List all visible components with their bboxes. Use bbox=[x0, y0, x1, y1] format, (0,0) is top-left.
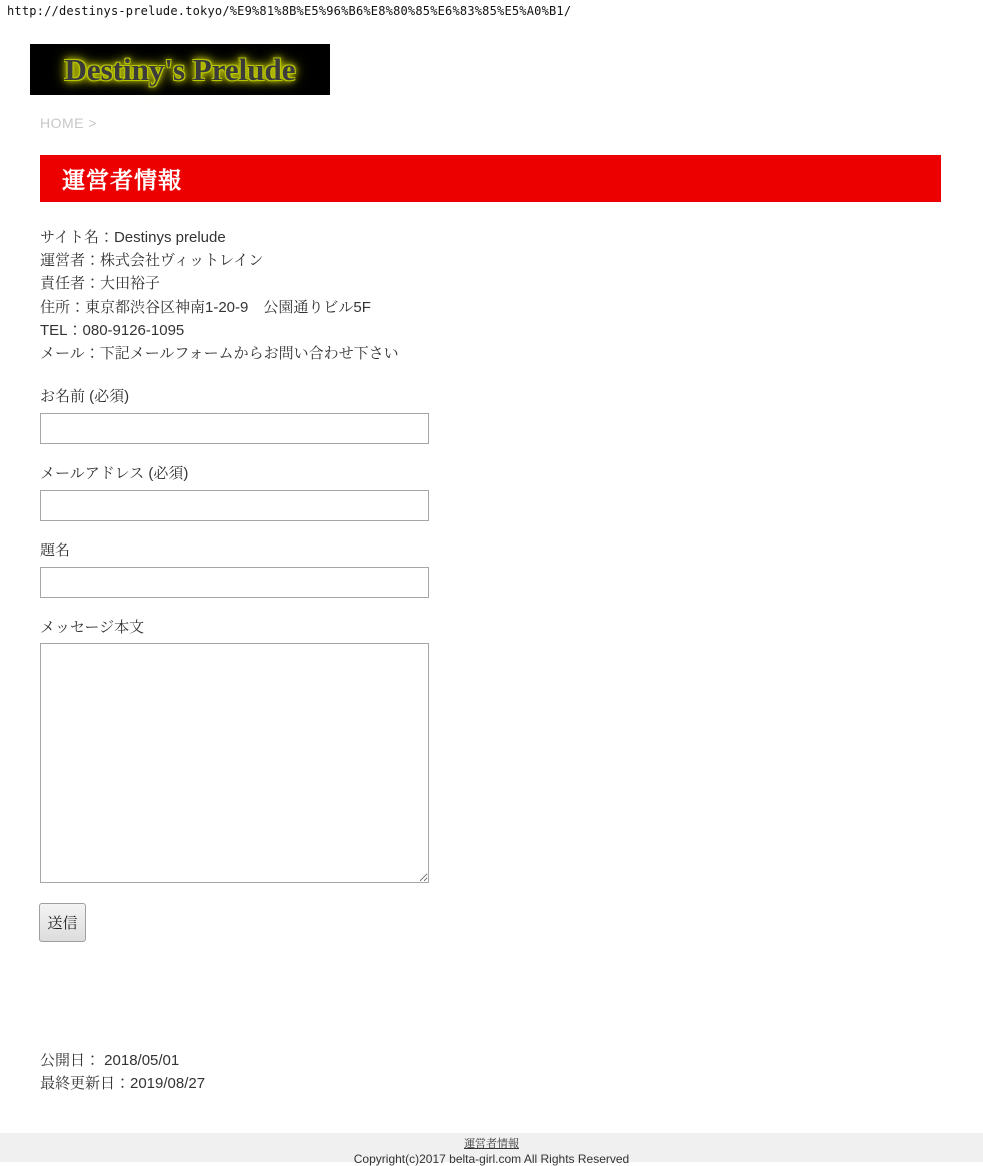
name-field[interactable] bbox=[40, 413, 429, 444]
email-group bbox=[40, 462, 429, 521]
page-title: 運営者情報 bbox=[62, 167, 182, 193]
footer bbox=[0, 1133, 983, 1166]
page-title-banner bbox=[40, 155, 941, 202]
published-date: 公開日： 2018/05/01 bbox=[40, 1052, 180, 1069]
submit-button[interactable]: 送信 bbox=[39, 903, 86, 942]
mail-line: メール：下記メールフォームからお問い合わせ下さい bbox=[40, 345, 399, 363]
operator-line: 運営者：株式会社ヴィットレイン bbox=[40, 252, 264, 270]
site-logo[interactable] bbox=[30, 44, 330, 95]
site-logo-text: Destiny's Prelude bbox=[64, 51, 296, 87]
message-textarea[interactable] bbox=[40, 643, 429, 883]
subject-group bbox=[40, 539, 429, 598]
subject-label: 題名 bbox=[40, 542, 71, 559]
name-label: お名前 (必須) bbox=[40, 388, 130, 405]
dates-block bbox=[40, 1049, 205, 1095]
site-name-line: サイト名：Destinys prelude bbox=[40, 229, 226, 246]
email-label: メールアドレス (必須) bbox=[40, 465, 189, 482]
responsible-person-line: 責任者：大田裕子 bbox=[40, 275, 161, 293]
name-group bbox=[40, 385, 429, 444]
url-text: http://destinys-prelude.tokyo/%E9%81%8B%E5%96%B6%E8%80%85%E6%83%85%E5%A0%B1/ bbox=[7, 4, 572, 18]
address-line: 住所：東京都渋谷区神南1-20-9 公園通りビル5F bbox=[40, 298, 371, 316]
breadcrumb[interactable]: HOME > bbox=[40, 115, 98, 131]
message-label: メッセージ本文 bbox=[40, 619, 145, 636]
message-group bbox=[40, 616, 429, 883]
site-info-block bbox=[40, 226, 399, 365]
email-field[interactable] bbox=[40, 490, 429, 521]
footer-copyright: Copyright(c)2017 belta-girl.com All Rights Reserved bbox=[353, 1152, 630, 1166]
updated-date: 最終更新日：2019/08/27 bbox=[40, 1075, 206, 1093]
subject-field[interactable] bbox=[40, 567, 429, 598]
footer-operator-info-link[interactable]: 運営者情報 bbox=[464, 1138, 519, 1150]
tel-line: TEL：080-9126-1095 bbox=[40, 321, 185, 339]
